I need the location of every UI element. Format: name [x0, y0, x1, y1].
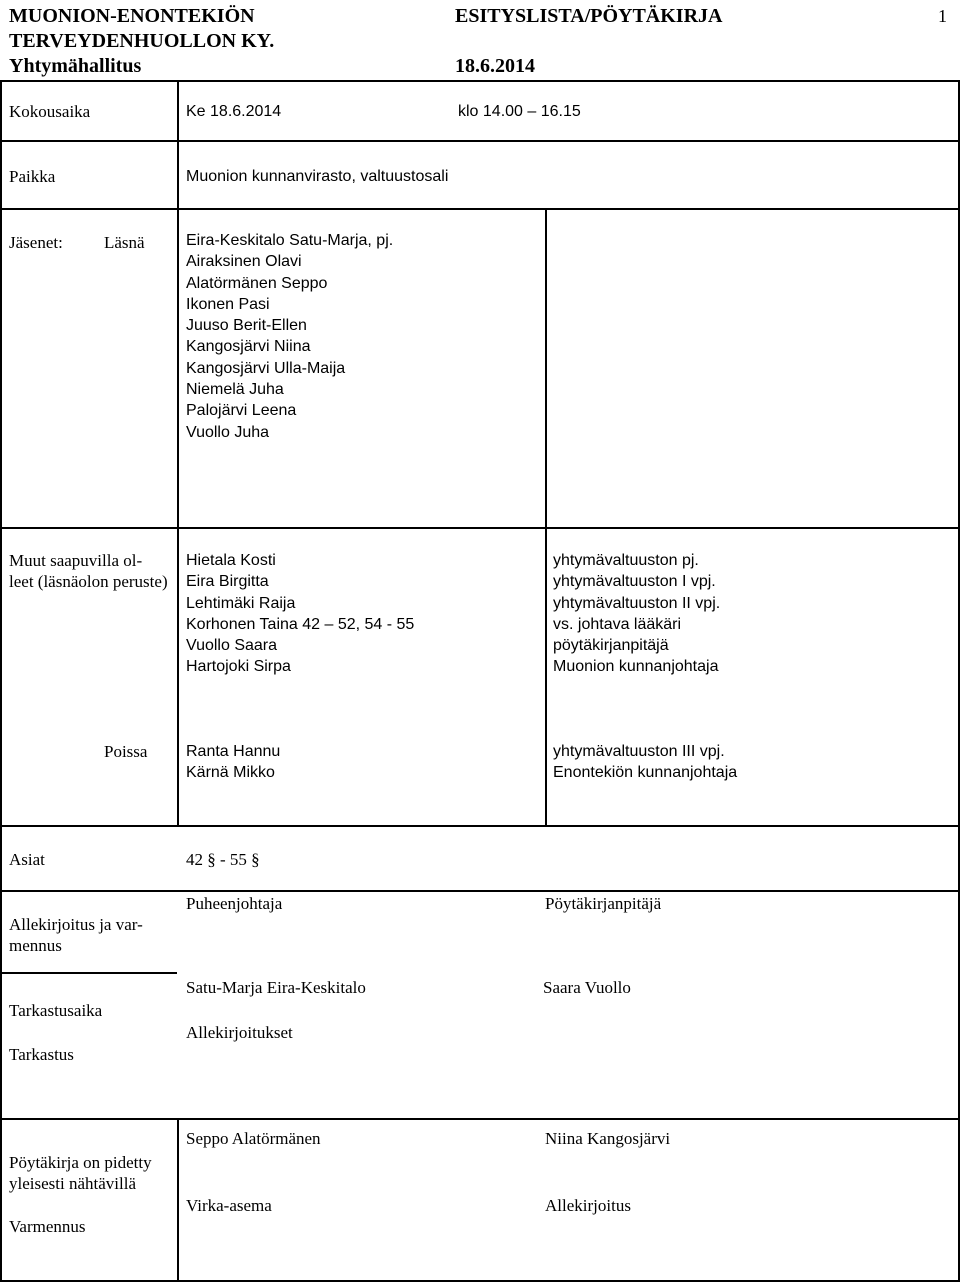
others-names-list — [186, 550, 414, 678]
list-item: Muonion kunnanjohtaja — [553, 658, 719, 676]
list-item: Hietala Kosti — [186, 552, 276, 569]
list-item: Lehtimäki Raija — [186, 594, 296, 612]
list-item: Palojärvi Leena — [186, 402, 297, 420]
list-item: yhtymävaltuuston III vpj. — [553, 743, 725, 760]
page-number: 1 — [938, 6, 947, 26]
list-item: yhtymävaltuuston II vpj. — [553, 594, 721, 612]
document-date: 18.6.2014 — [455, 55, 535, 77]
list-item: yhtymävaltuuston I vpj. — [553, 573, 716, 591]
org-name-line2: TERVEYDENHUOLLON KY. — [9, 30, 275, 52]
list-item: Eira-Keskitalo Satu-Marja, pj. — [186, 232, 394, 249]
board-name: Yhtymähallitus — [9, 55, 142, 77]
secretary-name: Saara Vuollo — [543, 978, 631, 997]
matters-value: 42 § - 55 § — [186, 850, 260, 869]
public-label-line1: Pöytäkirja on pidetty — [9, 1153, 152, 1172]
review-label: Tarkastus — [9, 1045, 74, 1064]
list-item: Juuso Berit-Ellen — [186, 317, 307, 335]
reviewer-2: Niina Kangosjärvi — [545, 1129, 671, 1148]
chair-title: Puheenjohtaja — [186, 894, 283, 913]
meeting-place-label: Paikka — [9, 167, 56, 186]
list-item: pöytäkirjanpitäjä — [553, 637, 669, 655]
signatures-label: Allekirjoitukset — [186, 1023, 293, 1042]
list-item: Enontekiön kunnanjohtaja — [553, 764, 738, 782]
list-item: Korhonen Taina 42 – 52, 54 - 55 — [186, 615, 415, 633]
list-item: yhtymävaltuuston pj. — [553, 552, 699, 569]
signature-field-label: Allekirjoitus — [545, 1196, 631, 1215]
list-item: Airaksinen Olavi — [186, 253, 302, 271]
meeting-hours: klo 14.00 – 16.15 — [458, 103, 581, 120]
list-item: vs. johtava lääkäri — [553, 615, 682, 633]
signature-label-line2: mennus — [9, 936, 62, 955]
list-item: Kangosjärvi Niina — [186, 338, 311, 356]
present-members-list — [186, 230, 393, 443]
list-item: Vuollo Saara — [186, 637, 278, 655]
list-item: Hartojoki Sirpa — [186, 658, 291, 676]
review-time-label: Tarkastusaika — [9, 1001, 103, 1020]
absent-names-list — [186, 741, 280, 784]
list-item: Ranta Hannu — [186, 743, 281, 760]
list-item: Eira Birgitta — [186, 573, 269, 591]
present-label: Läsnä — [104, 233, 145, 252]
members-label: Jäsenet: — [9, 233, 63, 252]
org-name-line1: MUONION-ENONTEKIÖN — [9, 5, 255, 27]
chair-name: Satu-Marja Eira-Keskitalo — [186, 978, 366, 997]
public-label-line2: yleisesti nähtävillä — [9, 1174, 136, 1193]
list-item: Kangosjärvi Ulla-Maija — [186, 359, 346, 377]
list-item: Kärnä Mikko — [186, 764, 275, 782]
list-item: Vuollo Juha — [186, 423, 270, 441]
list-item: Niemelä Juha — [186, 381, 284, 399]
others-label-line1: Muut saapuvilla ol- — [9, 551, 143, 570]
document-type: ESITYSLISTA/PÖYTÄKIRJA — [455, 5, 723, 27]
position-label: Virka-asema — [186, 1196, 272, 1215]
absent-label: Poissa — [104, 742, 148, 761]
others-roles-list — [553, 550, 720, 678]
signature-label-line1: Allekirjoitus ja var- — [9, 915, 143, 934]
meeting-place: Muonion kunnanvirasto, valtuustosali — [186, 168, 449, 185]
absent-roles-list — [553, 741, 737, 784]
matters-label: Asiat — [9, 850, 45, 869]
secretary-title: Pöytäkirjanpitäjä — [545, 894, 662, 913]
verification-label: Varmennus — [9, 1217, 86, 1236]
meeting-time-label: Kokousaika — [9, 102, 91, 121]
list-item: Ikonen Pasi — [186, 295, 270, 313]
list-item: Alatörmänen Seppo — [186, 274, 328, 292]
meeting-date: Ke 18.6.2014 — [186, 103, 282, 120]
others-label-line2: leet (läsnäolon peruste) — [9, 572, 168, 591]
reviewer-1: Seppo Alatörmänen — [186, 1129, 321, 1148]
